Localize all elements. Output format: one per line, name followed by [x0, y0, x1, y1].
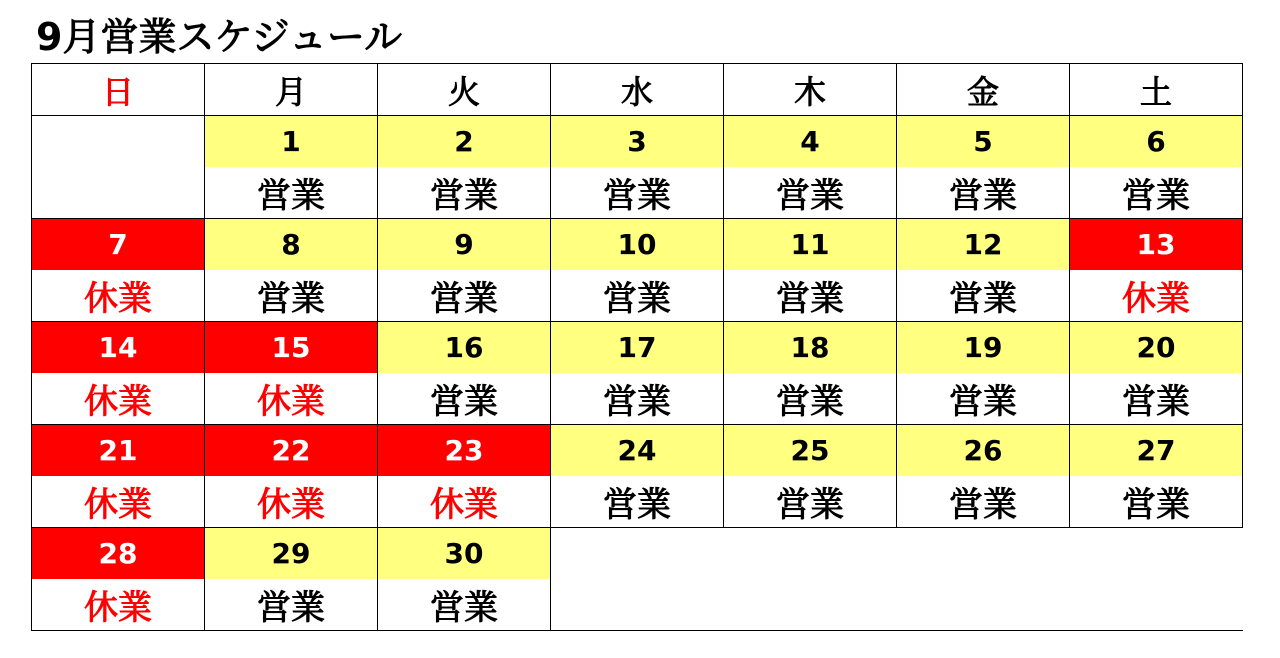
day-status: 休業 — [32, 476, 205, 528]
day-number: 12 — [897, 219, 1070, 271]
day-number: 26 — [897, 425, 1070, 477]
page-title: 9月営業スケジュール — [36, 15, 403, 59]
day-number: 22 — [205, 425, 378, 477]
day-number: 10 — [551, 219, 724, 271]
day-status: 休業 — [1070, 270, 1243, 322]
day-status: 営業 — [897, 476, 1070, 528]
day-status: 営業 — [724, 373, 897, 425]
day-status — [32, 167, 205, 219]
day-status: 営業 — [551, 373, 724, 425]
day-number: 29 — [205, 528, 378, 580]
week-date-row — [32, 528, 1243, 580]
weekday-header-fri: 金 — [897, 64, 1070, 116]
day-number: 18 — [724, 322, 897, 374]
day-number: 9 — [378, 219, 551, 271]
week-status-row — [32, 579, 1243, 631]
day-number: 27 — [1070, 425, 1243, 477]
day-status: 休業 — [32, 579, 205, 631]
day-number: 8 — [205, 219, 378, 271]
day-number: 19 — [897, 322, 1070, 374]
week-status-row — [32, 373, 1243, 425]
day-status: 営業 — [724, 167, 897, 219]
day-status: 休業 — [205, 373, 378, 425]
day-number: 11 — [724, 219, 897, 271]
day-status: 営業 — [1070, 476, 1243, 528]
week-date-row — [32, 322, 1243, 374]
week-date-row — [32, 425, 1243, 477]
day-status: 営業 — [205, 167, 378, 219]
day-number: 23 — [378, 425, 551, 477]
week-status-row — [32, 167, 1243, 219]
day-number: 17 — [551, 322, 724, 374]
empty-cell — [724, 579, 897, 631]
day-number: 4 — [724, 116, 897, 168]
day-status: 営業 — [205, 270, 378, 322]
day-number: 20 — [1070, 322, 1243, 374]
day-status: 営業 — [551, 167, 724, 219]
day-number: 1 — [205, 116, 378, 168]
day-number: 3 — [551, 116, 724, 168]
weekday-header-row — [32, 64, 1243, 116]
day-status: 営業 — [897, 373, 1070, 425]
day-number: 30 — [378, 528, 551, 580]
day-number: 28 — [32, 528, 205, 580]
day-status: 営業 — [724, 270, 897, 322]
weekday-header-sun: 日 — [32, 64, 205, 116]
day-status: 営業 — [378, 270, 551, 322]
week-date-row — [32, 219, 1243, 271]
day-status: 営業 — [205, 579, 378, 631]
day-number: 16 — [378, 322, 551, 374]
day-status: 営業 — [1070, 373, 1243, 425]
day-status: 営業 — [897, 270, 1070, 322]
day-status: 営業 — [724, 476, 897, 528]
week-status-row — [32, 476, 1243, 528]
day-number: 2 — [378, 116, 551, 168]
empty-cell — [897, 528, 1070, 580]
weekday-header-wed: 水 — [551, 64, 724, 116]
day-status: 営業 — [897, 167, 1070, 219]
calendar-body — [32, 64, 1243, 631]
empty-cell — [897, 579, 1070, 631]
schedule-calendar — [31, 63, 1243, 631]
weekday-header-sat: 土 — [1070, 64, 1243, 116]
week-date-row — [32, 116, 1243, 168]
day-status: 休業 — [32, 373, 205, 425]
weekday-header-thu: 木 — [724, 64, 897, 116]
day-status: 営業 — [551, 270, 724, 322]
day-status: 営業 — [551, 476, 724, 528]
day-status: 営業 — [378, 167, 551, 219]
empty-cell — [724, 528, 897, 580]
empty-cell — [551, 528, 724, 580]
day-number: 21 — [32, 425, 205, 477]
day-number: 7 — [32, 219, 205, 271]
day-number — [32, 116, 205, 168]
day-status: 休業 — [378, 476, 551, 528]
day-status: 休業 — [32, 270, 205, 322]
empty-cell — [1070, 579, 1243, 631]
day-number: 24 — [551, 425, 724, 477]
day-number: 15 — [205, 322, 378, 374]
day-status: 休業 — [205, 476, 378, 528]
day-number: 6 — [1070, 116, 1243, 168]
empty-cell — [551, 579, 724, 631]
day-status: 営業 — [1070, 167, 1243, 219]
day-number: 25 — [724, 425, 897, 477]
day-number: 5 — [897, 116, 1070, 168]
day-number: 14 — [32, 322, 205, 374]
week-status-row — [32, 270, 1243, 322]
day-status: 営業 — [378, 373, 551, 425]
weekday-header-tue: 火 — [378, 64, 551, 116]
day-status: 営業 — [378, 579, 551, 631]
weekday-header-mon: 月 — [205, 64, 378, 116]
day-number: 13 — [1070, 219, 1243, 271]
empty-cell — [1070, 528, 1243, 580]
